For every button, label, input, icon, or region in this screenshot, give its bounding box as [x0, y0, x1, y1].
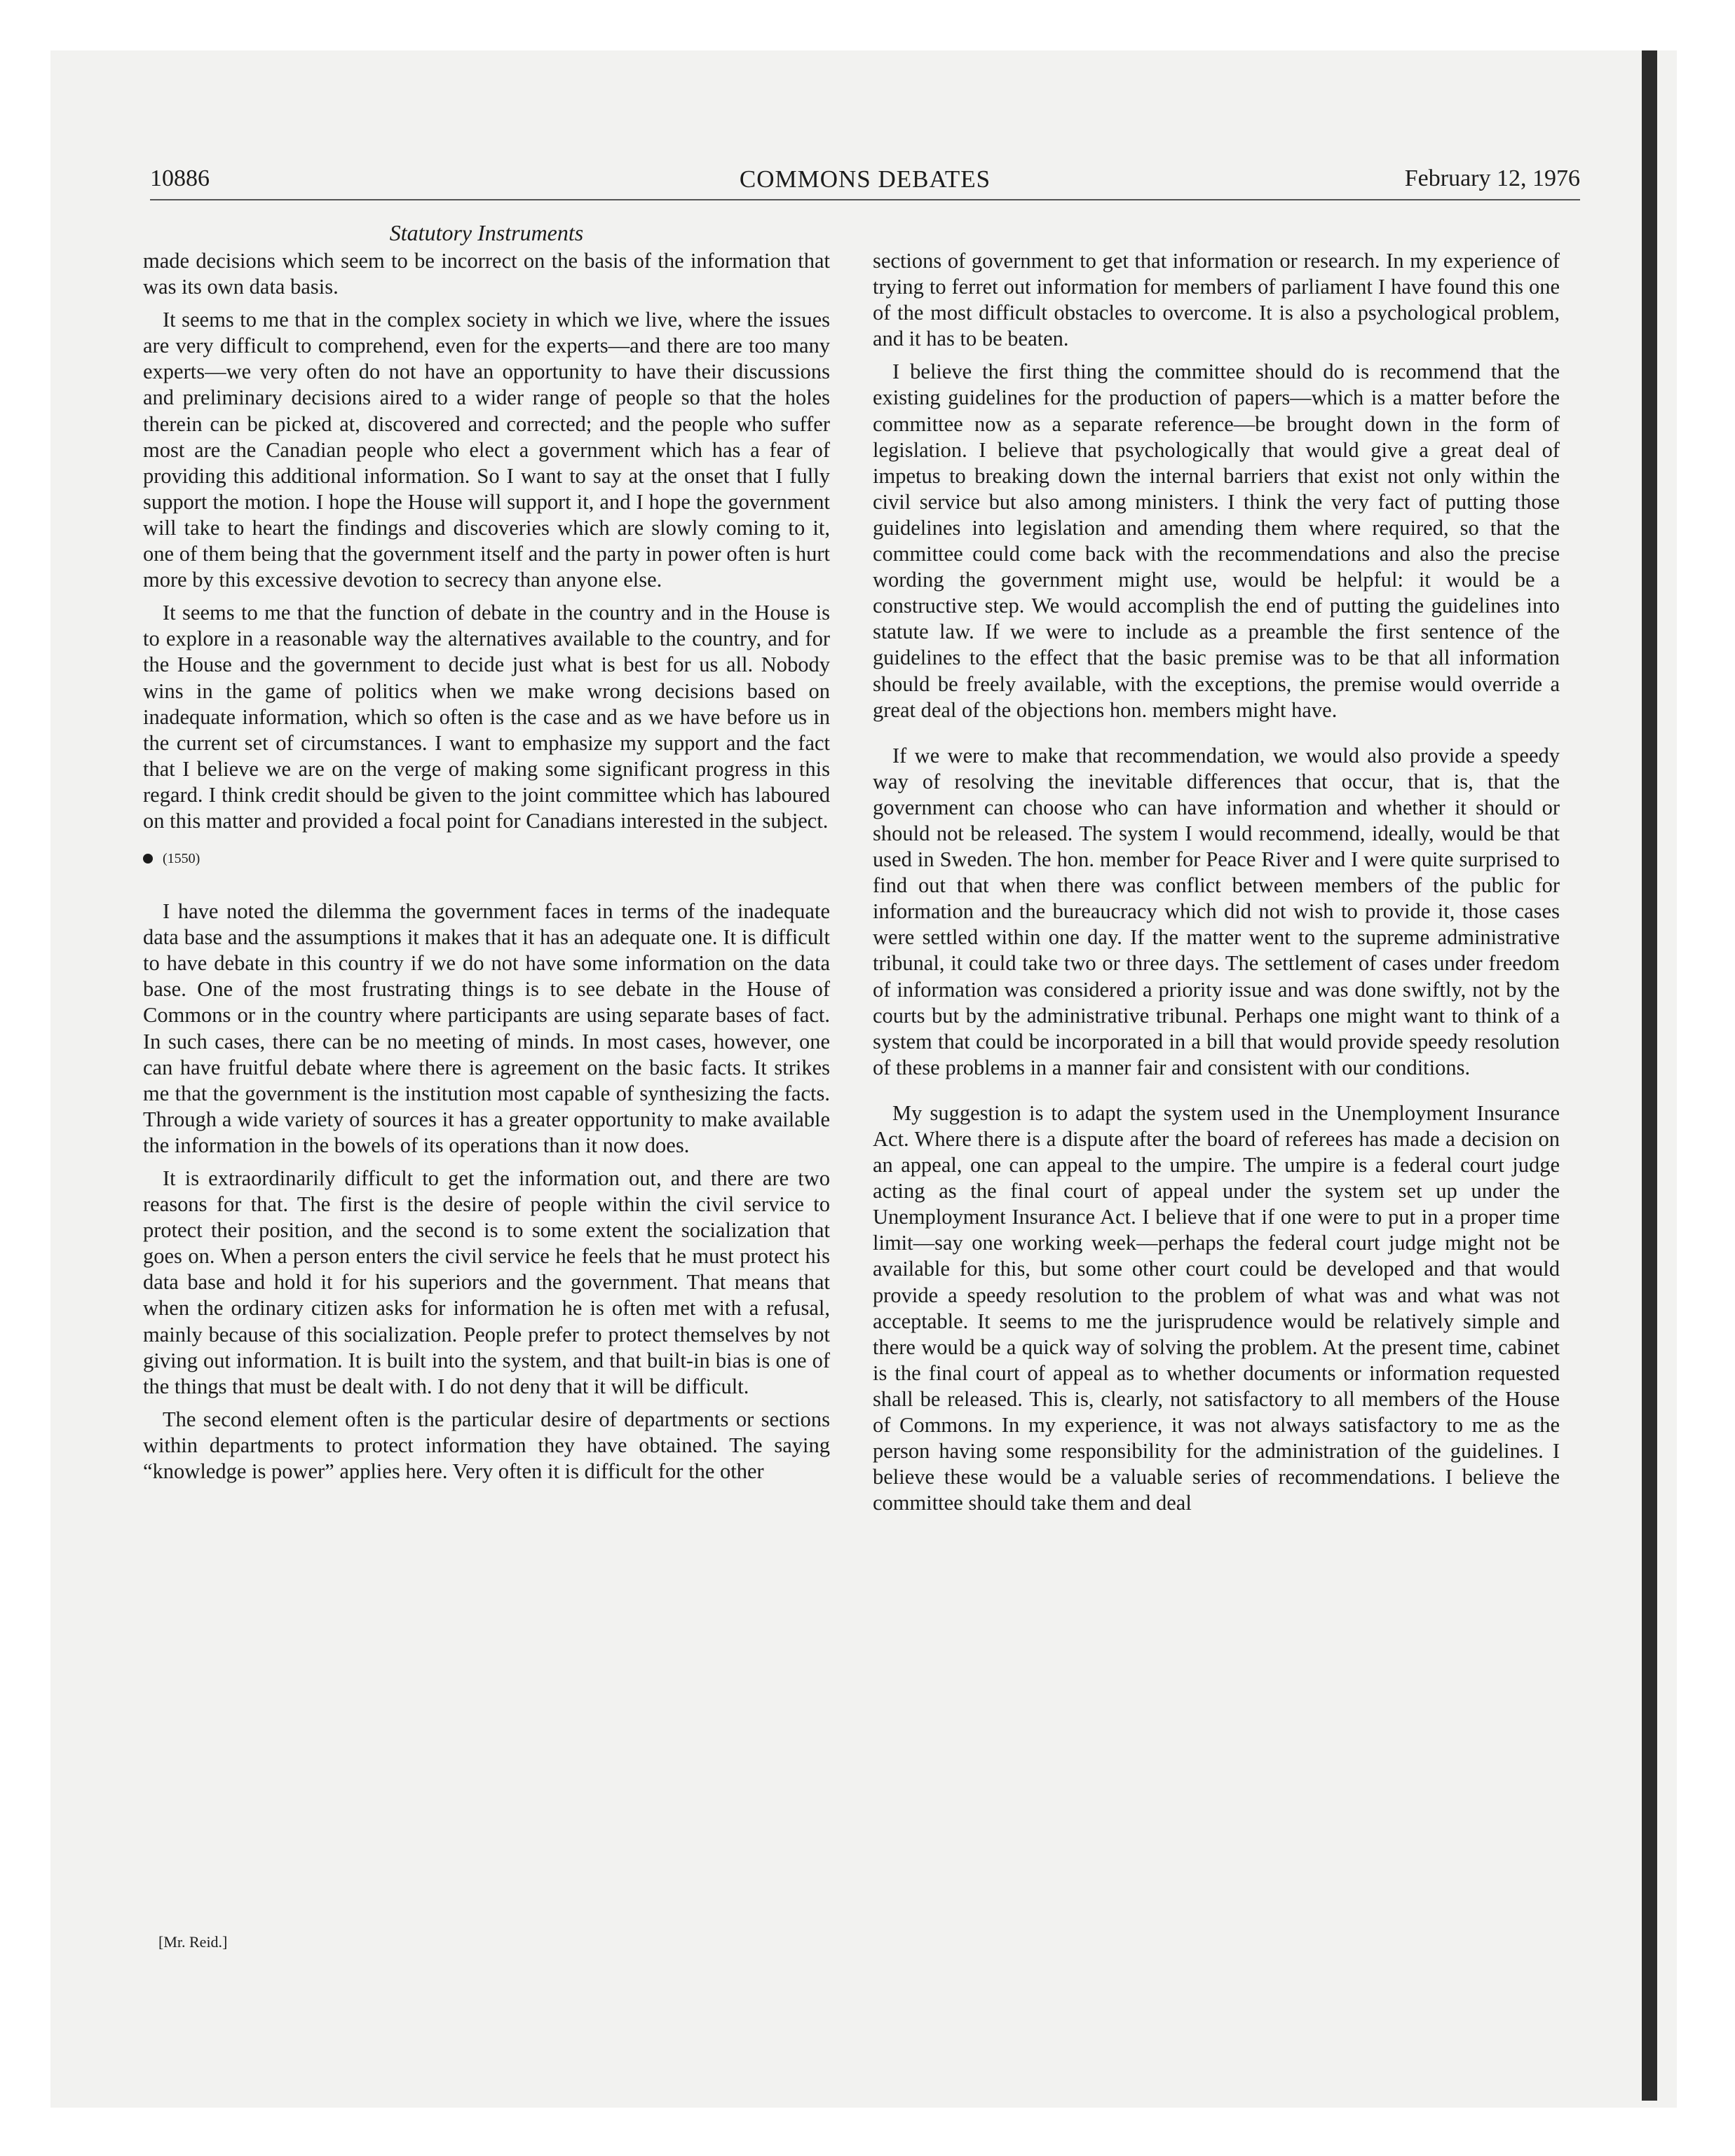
- page-number: 10886: [150, 165, 210, 191]
- paragraph: The second element often is the particular desire of departments or sections within departments to protect information they have obtained. The saying “knowledge is power” applies here. Very often it is difficult for the other: [143, 1407, 830, 1484]
- section-title: Statutory Instruments: [389, 220, 584, 245]
- left-column: [143, 248, 830, 1492]
- paragraph: made decisions which seem to be incorrect on the basis of the information that was its own data basis.: [143, 249, 830, 299]
- paragraph-gap: [873, 730, 1560, 743]
- paragraph-gap: [873, 1088, 1560, 1100]
- bullet-icon: [143, 854, 153, 864]
- paragraph: I have noted the dilemma the government faces in terms of the inadequate data base and the assumptions it makes that it has an adequate one. It is difficult to have debate in this country if we do not have some information on the data base. One of the most frustrating things is to see debate in the House of Commons or in the country where participants are using separate bases of fact. In such cases, there can be no meeting of minds. In most cases, however, one can have fruitful debate where there is agreement on the basic facts. It strikes me that the government is the institution most capable of synthesizing the facts. Through a wide variety of sources it has a greater opportunity to make available the information in the bowels of its operations than it now does.: [143, 899, 830, 1157]
- page-binding-edge: [1642, 50, 1657, 2101]
- paragraph: My suggestion is to adapt the system used in the Unemployment Insurance Act. Where there is a dispute after the board of referees has made a decision on an appeal, one can appeal to the umpire. The umpire is a federal court judge acting as the final court of appeal under the system set up under the Unemployment Insurance Act. I believe that if one were to put in a proper time limit—say one working week—perhaps the federal court judge might not be available for this, but some other court could be developed and that would provide a speedy resolution to the problem of what was and what was not acceptable. It seems to me the jurisprudence would be relatively simple and there would be a quick way of solving the problem. At the present time, cabinet is the final court of appeal as to whether documents or information requested shall be released. This is, clearly, not satisfactory to all members of the House of Commons. In my experience, it was not always satisfactory to me as the person having some responsibility for the administration of the guidelines. I believe these would be a valuable series of recommendations. I believe the committee should take them and deal: [873, 1100, 1560, 1515]
- time-marker-text: (1550): [163, 851, 200, 867]
- paragraph: sections of government to get that information or research. In my experience of trying to ferret out information for members of parliament I have found this one of the most difficult obstacles to overcome. It is also a psychological problem, and it has to be beaten.: [873, 249, 1560, 351]
- time-marker: [143, 850, 830, 868]
- running-header: [150, 165, 1580, 200]
- paragraph: It is extraordinarily difficult to get the information out, and there are two reasons for that. The first is the desire of people within the civil service to protect their position, and the second is to some extent the socialization that goes on. When a person enters the civil service he feels that he must protect his data base and hold it for his superiors and the government. That means that when the ordinary citizen asks for information he is often met with a refusal, mainly because of this socialization. People prefer to protect themselves by not giving out information. It is built into the system, and that built-in bias is one of the things that must be dealt with. I do not deny that it will be difficult.: [143, 1166, 830, 1398]
- paragraph: If we were to make that recommendation, we would also provide a speedy way of resolving the inevitable differences that occur, that is, that the government can choose who can have information and whether it should or should not be released. The system I would recommend, ideally, would be that used in Sweden. The hon. member for Peace River and I were quite surprised to find out that when there was conflict between members of the public for information and the bureaucracy which did not wish to provide it, those cases were settled within one day. If the matter went to the supreme administrative tribunal, it could take two or three days. The settlement of cases under freedom of information was considered a priority issue and was done swiftly, not by the courts but by the administrative tribunal. Perhaps one might want to think of a system that could be incorporated in a bill that would provide speedy resolution of these problems in a manner fair and consistent with our conditions.: [873, 743, 1560, 1079]
- page-date: February 12, 1976: [1404, 165, 1580, 191]
- right-column: [873, 248, 1560, 1523]
- paragraph: It seems to me that in the complex society in which we live, where the issues are very difficult to comprehend, even for the experts—and there are too many experts—we very often do not have an opportunity to have their discussions and preliminary decisions aired to a wider range of people so that the holes therein can be picked at, discovered and corrected; and the people who suffer most are the Canadian people who elect a government which has a fear of providing this additional information. So I want to say at the onset that I fully support the motion. I hope the House will support it, and I hope the government will take to heart the findings and discoveries which are slowly coming to it, one of them being that the government itself and the party in power often is hurt more by this excessive devotion to secrecy than anyone else.: [143, 308, 830, 592]
- paragraph: It seems to me that the function of debate in the country and in the House is to explore in a reasonable way the alternatives available to the country, and for the House and the government to decide just what is best for us all. Nobody wins in the game of politics when we make wrong decisions based on inadequate information, which so often is the case and as we have before us in the current set of circumstances. I want to emphasize my support and the fact that I believe we are on the verge of making some significant progress in this regard. I think credit should be given to the joint committee which has laboured on this matter and provided a focal point for Canadians interested in the subject.: [143, 601, 830, 833]
- speaker-note: [Mr. Reid.]: [158, 1933, 228, 1951]
- paragraph: I believe the first thing the committee should do is recommend that the existing guidelines for the production of papers—which is a matter before the committee now as a separate reference—be brought down in the form of legislation. I believe that psychologically that would give a great deal of impetus to breaking down the internal barriers that exist not only within the civil service but also among ministers. I think the very fact of putting those guidelines into legislation and amending them where required, so that the committee could come back with the recommendations and also the precise wording the government might use, would be helpful: it would be a constructive step. We would accomplish the end of putting the guidelines into statute law. If we were to include as a preamble the first sentence of the guidelines to the effect that the basic premise was to be that all information should be freely available, with the exceptions, the premise would override a great deal of the objections hon. members might have.: [873, 360, 1560, 722]
- journal-title: COMMONS DEBATES: [739, 165, 991, 193]
